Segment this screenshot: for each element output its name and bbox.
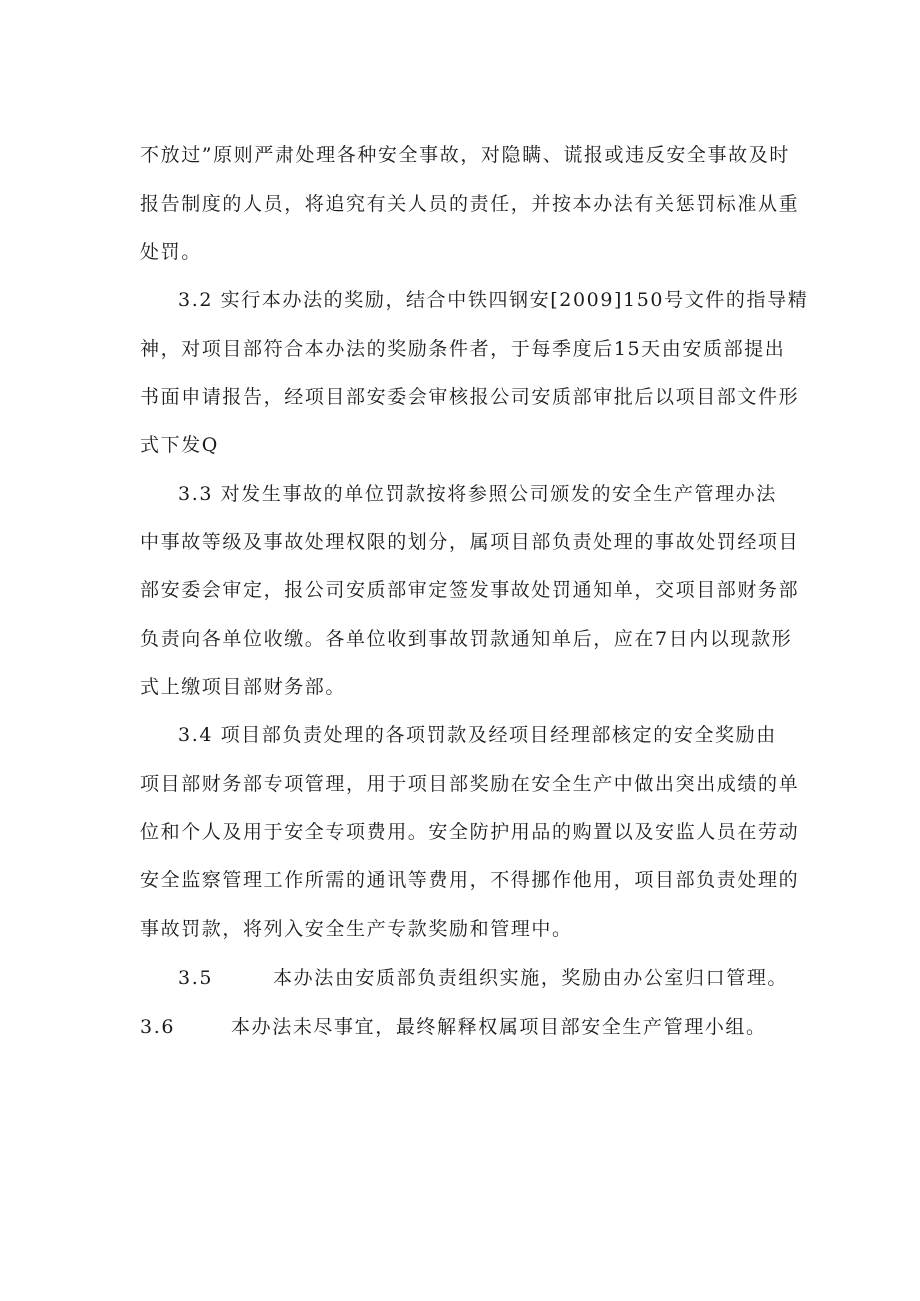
text-line: 不放过”原则严肃处理各种安全事故，对隐瞒、谎报或违反安全事故及时	[140, 144, 790, 166]
text-line: 报告制度的人员，将追究有关人员的责任，并按本办法有关惩罚标准从重	[140, 193, 800, 215]
text-line: 式上缴项目部财务部。	[140, 676, 347, 698]
clause-3-5	[178, 966, 788, 990]
clause-number: 3.6	[140, 1016, 176, 1038]
text-line: 安全监察管理工作所需的通讯等费用，不得挪作他用，项目部负责处理的	[140, 869, 800, 891]
text-line: 处罚。	[140, 241, 202, 263]
clause-text: 本办法未尽事宜，最终解释权属项目部安全生产管理小组。	[231, 1016, 767, 1038]
text-line: 部安委会审定，报公司安质部审定签发事故处罚通知单，交项目部财务部	[140, 579, 800, 601]
text-line: 神，对项目部符合本办法的奖励条件者，于每季度后15天由安质部提出	[140, 338, 786, 360]
text-line: 项目部财务部专项管理，用于项目部奖励在安全生产中做出突出成绩的单	[140, 773, 800, 795]
text-line: 位和个人及用于安全专项费用。安全防护用品的购置以及安监人员在劳动	[140, 821, 800, 843]
text-line: 事故罚款，将列入安全生产专款奖励和管理中。	[140, 918, 573, 940]
clause-number: 3.5	[178, 967, 214, 989]
text-line: 书面申请报告，经项目部安委会审核报公司安质部审批后以项目部文件形	[140, 386, 800, 408]
clause-3-2-line: 3.2 实行本办法的奖励，结合中铁四钢安[2009]150号文件的指导精	[178, 289, 809, 311]
clause-text: 本办法由安质部负责组织实施，奖励由办公室归口管理。	[273, 967, 789, 989]
text-line: 式下发Q	[140, 434, 219, 456]
clause-3-3-line: 3.3 对发生事故的单位罚款按将参照公司颁发的安全生产管理办法	[178, 483, 777, 505]
text-line: 中事故等级及事故处理权限的划分，属项目部负责处理的事故处罚经项目	[140, 531, 800, 553]
clause-3-4-line: 3.4 项目部负责处理的各项罚款及经项目经理部核定的安全奖励由	[178, 724, 777, 746]
text-line: 负责向各单位收缴。各单位收到事故罚款通知单后，应在7日内以现款形	[140, 628, 793, 650]
clause-3-6	[140, 1015, 767, 1039]
